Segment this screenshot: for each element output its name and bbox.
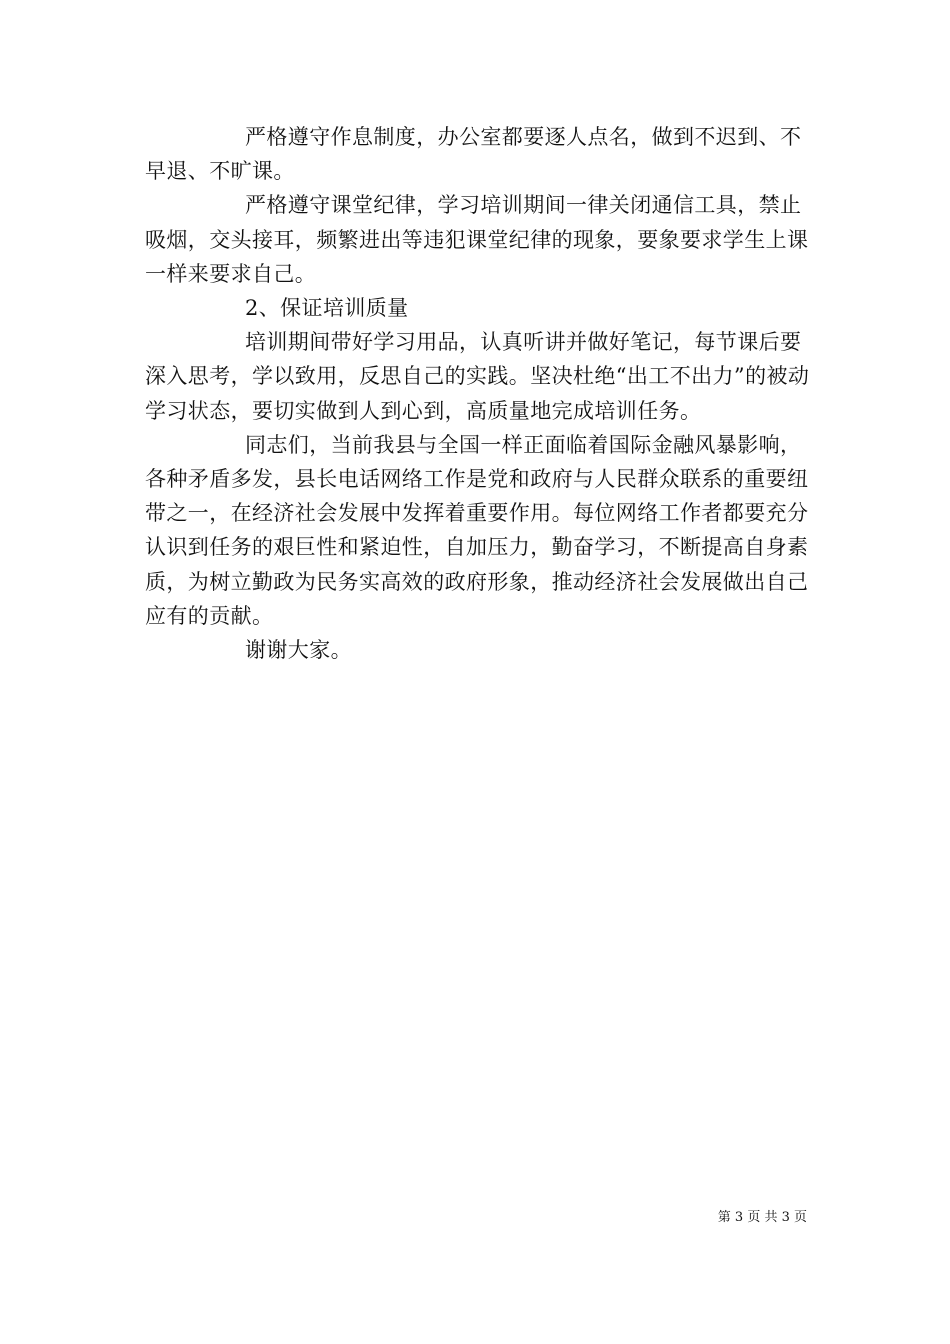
paragraph-closing-remarks: 同志们，当前我县与全国一样正面临着国际金融风暴影响，各种矛盾多发，县长电话网络工作是党和政府与人民群众联系的重要纽带之一，在经济社会发展中发挥着重要作用。每位网络工作者都要充分认识到任务的艰巨性和紧迫性，自加压力，勤奋学习，不断提高自身素质，为树立勤政为民务实高效的政府形象，推动经济社会发展做出自己应有的贡献。 <box>145 432 809 628</box>
paragraph-thanks: 谢谢大家。 <box>245 638 352 663</box>
paragraph-classroom-discipline: 严格遵守课堂纪律，学习培训期间一律关闭通信工具，禁止吸烟，交头接耳，频繁进出等违犯课堂纪律的现象，要象要求学生上课一样来要求自己。 <box>145 193 809 286</box>
section-heading-training-quality: 2、保证培训质量 <box>245 296 409 321</box>
document-body <box>145 120 810 667</box>
paragraph-attendance: 严格遵守作息制度，办公室都要逐人点名，做到不迟到、不早退、不旷课。 <box>145 125 802 184</box>
page-number-footer: 第 3 页 共 3 页 <box>717 1210 807 1225</box>
paragraph-training-quality: 培训期间带好学习用品，认真听讲并做好笔记，每节课后要深入思考，学以致用，反思自己的实践。坚决杜绝“出工不出力”的被动学习状态，要切实做到人到心到，高质量地完成培训任务。 <box>145 330 810 423</box>
